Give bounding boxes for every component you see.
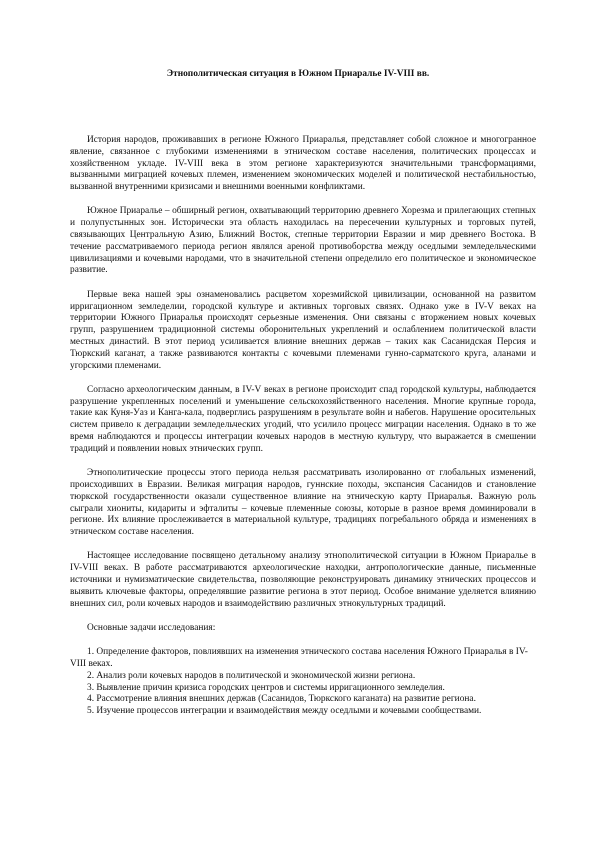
paragraph-4: Согласно археологическим данным, в IV-V веках в регионе происходит спад городской культуры, наблюдается разрушение укрепленных поселений и уменьшение сельскохозяйственного населения. Многие крупные города, такие как Куня-Уаз и Канга-кала, подверглись разрушениям в результате войн и набегов. Нарушение оросительных систем привело к деградации земледельческих угодий, что усилило процесс миграции населения. Однако в то же время наблюдаются и процессы интеграции кочевых народов в местную культуру, что выражается в смешении традиций и появлении новых этнических групп. xyxy=(70,384,536,454)
paragraph-5: Этнополитические процессы этого периода нельзя рассматривать изолированно от глобальных изменений, происходивших в Евразии. Великая миграция народов, гуннские походы, экспансия Сасанидов и становление тюркской государственности оказали существенное влияние на этническую карту Приаралья. Важную роль сыграли хиониты, кидариты и эфталиты – кочевые племенные союзы, которые в разное время доминировали в регионе. Их влияние прослеживается в материальной культуре, традициях погребального обряда и изменениях в этническом составе населения. xyxy=(70,468,536,538)
task-item-5: 5. Изучение процессов интеграции и взаимодействия между оседлыми и кочевыми сообществами. xyxy=(87,706,482,717)
paragraph-1: История народов, проживавших в регионе Южного Приаралья, представляет собой сложное и многогранное явление, связанное с глубокими изменениями в этническом составе населения, политических процессах и хозяйственном укладе. IV-VIII века в этом регионе характеризуются значительными трансформациями, вызванными миграцией кочевых племен, изменением экономических моделей и политической нестабильностью, вызванной внутренними кризисами и внешними военными конфликтами. xyxy=(70,135,536,193)
document-title: Этнополитическая ситуация в Южном Приаралье IV-VIII вв. xyxy=(166,69,430,79)
task-item-1: 1. Определение факторов, повлиявших на изменения этнического состава населения Южного Приаралья в IV-VIII веках. xyxy=(70,647,528,669)
paragraph-2: Южное Приаралье – обширный регион, охватывающий территорию древнего Хорезма и прилегающих степных и полупустынных зон. Исторически эта область находилась на пересечении культурных и торговых путей, связывающих Центральную Азию, Ближний Восток, степные территории Евразии и мир древнего Востока. В течение рассматриваемого периода регион являлся ареной противоборства между оседлыми земледельческими цивилизациями и кочевыми народами, что в значительной степени определило его политическое и экономическое развитие. xyxy=(70,206,536,276)
task-item-4: 4. Рассмотрение влияния внешних держав (Сасанидов, Тюркского каганата) на развитие региона. xyxy=(87,694,476,705)
paragraph-6: Настоящее исследование посвящено детальному анализу этнополитической ситуации в Южном Приаралье в IV-VIII веках. В работе рассматриваются археологические находки, антропологические данные, письменные источники и нумизматические свидетельства, позволяющие реконструировать динамику этнических процессов и выявить ключевые факторы, определявшие развитие региона в этот период. Особое внимание уделяется влиянию внешних сил, роли кочевых народов и взаимодействию различных этнокультурных традиций. xyxy=(70,551,536,609)
task-item-3: 3. Выявление причин кризиса городских центров и системы ирригационного земледелия. xyxy=(87,682,445,693)
document-body xyxy=(70,135,536,718)
tasks-heading: Основные задачи исследования: xyxy=(87,622,216,633)
paragraph-3: Первые века нашей эры ознаменовались расцветом хорезмийской цивилизации, основанной на развитом ирригационном земледелии, городской культуре и активных торговых связях. Однако уже в IV-V веках на территории Южного Приаралья происходят серьезные изменения. Они связаны с вторжением новых кочевых групп, разрушением традиционной системы оборонительных укреплений и ослаблением политической власти местных династий. В этот период усиливается влияние внешних держав – таких как Сасанидская Персия и Тюркский каганат, а также развиваются контакты с кочевыми племенами гунно-сарматского круга, аланами и угорскими племенами. xyxy=(70,289,536,371)
task-item-2: 2. Анализ роли кочевых народов в политической и экономической жизни региона. xyxy=(87,670,416,681)
task-list xyxy=(70,647,536,718)
